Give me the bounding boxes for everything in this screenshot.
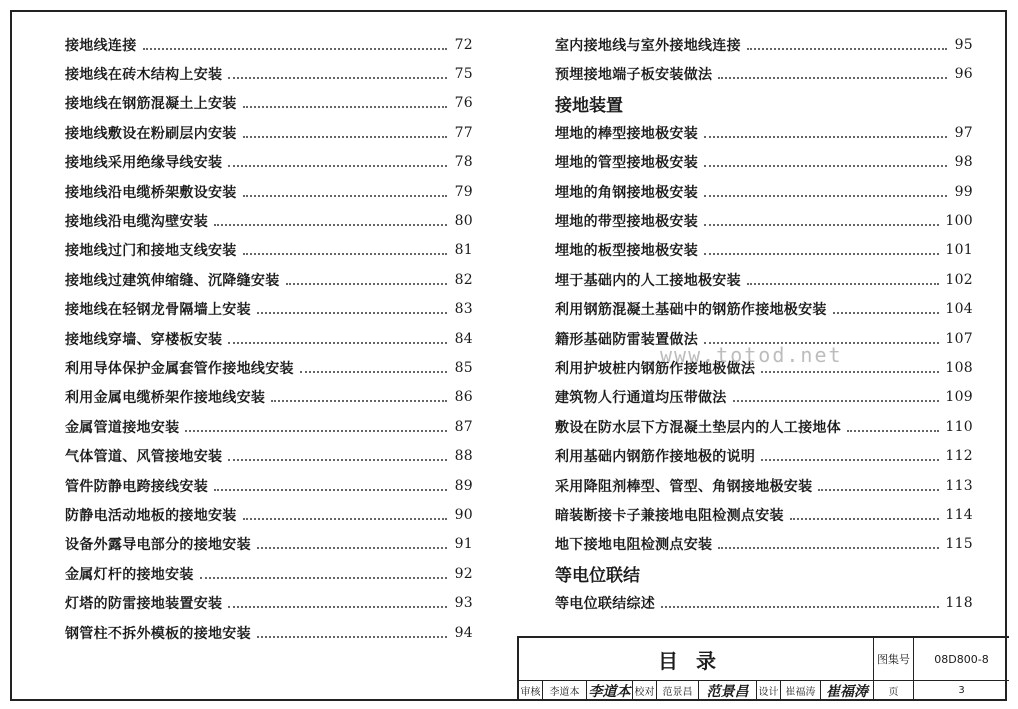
- toc-entry-title: 暗装断接卡子兼接地电阻检测点安装: [555, 507, 784, 524]
- toc-entry-page: 108: [945, 359, 973, 376]
- toc-entry-title: 管件防静电跨接线安装: [65, 478, 208, 495]
- toc-entry[interactable]: [65, 177, 473, 206]
- toc-entry-page: 88: [454, 448, 473, 465]
- toc-entry-title: 设备外露导电部分的接地安装: [65, 537, 251, 554]
- dot-leader: [818, 489, 939, 491]
- toc-entry-page: 95: [954, 36, 973, 53]
- toc-entry-page: 113: [945, 477, 973, 494]
- toc-entry[interactable]: [65, 89, 473, 118]
- toc-entry-title: 金属灯杆的接地安装: [65, 566, 194, 583]
- toc-entry-title: 埋地的板型接地极安装: [555, 243, 698, 260]
- check-label: 校对: [633, 680, 657, 701]
- title-block: [517, 636, 1009, 701]
- toc-entry-title: 接地线在砖木结构上安装: [65, 67, 223, 84]
- toc-entry-page: 72: [454, 36, 473, 53]
- dot-leader: [661, 606, 939, 608]
- toc-entry[interactable]: [65, 618, 473, 647]
- toc-entry[interactable]: [555, 500, 973, 529]
- toc-entry-page: 89: [454, 477, 473, 494]
- toc-entry-page: 86: [454, 389, 473, 406]
- toc-entry-page: 76: [454, 95, 473, 112]
- dot-leader: [257, 547, 447, 549]
- toc-entry-title: 接地线采用绝缘导线安装: [65, 155, 223, 172]
- toc-entry[interactable]: [65, 588, 473, 617]
- dot-leader: [243, 253, 447, 255]
- toc-entry-page: 94: [454, 624, 473, 641]
- dot-leader: [214, 489, 447, 491]
- page-number: 3: [958, 685, 965, 696]
- toc-left-column: [65, 30, 473, 647]
- toc-entry-page: 104: [945, 301, 973, 318]
- toc-entry-title: 利用导体保护金属套管作接地线安装: [65, 360, 294, 377]
- toc-entry[interactable]: [65, 471, 473, 500]
- dot-leader: [704, 136, 947, 138]
- toc-entry-page: 101: [945, 242, 973, 259]
- toc-entry-title: 埋地的棒型接地极安装: [555, 125, 698, 142]
- toc-entry[interactable]: [65, 265, 473, 294]
- toc-entry-page: 118: [945, 595, 973, 612]
- dot-leader: [185, 430, 447, 432]
- toc-entry-title: 气体管道、风管接地安装: [65, 449, 223, 466]
- dot-leader: [228, 459, 447, 461]
- watermark: www.totod.net: [660, 343, 843, 367]
- toc-entry-page: 83: [454, 301, 473, 318]
- toc-entry-title: 接地线沿电缆沟壁安装: [65, 214, 208, 231]
- toc-entry-page: 112: [945, 448, 973, 465]
- toc-entry-title: 接地线穿墙、穿楼板安装: [65, 331, 223, 348]
- dot-leader: [257, 312, 447, 314]
- design-label: 设计: [757, 680, 781, 701]
- toc-entry-title: 建筑物人行通道均压带做法: [555, 390, 727, 407]
- toc-entry-page: 109: [945, 389, 973, 406]
- toc-entry-page: 91: [454, 536, 473, 553]
- reviewer-name: 李道本: [543, 680, 587, 701]
- toc-entry-title: 地下接地电阻检测点安装: [555, 537, 713, 554]
- dot-leader: [143, 48, 448, 50]
- checker-signature: 范景昌: [699, 680, 757, 701]
- toc-entry-title: 籍形基础防雷装置做法: [555, 331, 698, 348]
- toc-entry-title: 防静电活动地板的接地安装: [65, 507, 237, 524]
- dot-leader: [704, 253, 939, 255]
- dot-leader: [300, 371, 447, 373]
- toc-entry-page: 93: [454, 595, 473, 612]
- toc-entry[interactable]: [555, 30, 973, 59]
- dot-leader: [271, 400, 447, 402]
- toc-entry[interactable]: [555, 295, 973, 324]
- dot-leader: [847, 430, 939, 432]
- toc-entry[interactable]: [555, 236, 973, 265]
- toc-entry[interactable]: [555, 177, 973, 206]
- dot-leader: [747, 283, 939, 285]
- toc-entry[interactable]: [65, 118, 473, 147]
- dot-leader: [833, 312, 940, 314]
- atlas-number: 08D800-8: [934, 652, 989, 666]
- toc-entry-title: 接地线过门和接地支线安装: [65, 243, 237, 260]
- toc-entry[interactable]: [555, 441, 973, 470]
- toc-entry-page: 87: [454, 418, 473, 435]
- toc-entry-page: 92: [454, 565, 473, 582]
- dot-leader: [243, 106, 447, 108]
- reviewer-signature: 李道本: [587, 680, 633, 701]
- toc-entry-page: 75: [454, 66, 473, 83]
- toc-entry[interactable]: [555, 148, 973, 177]
- toc-entry-title: 接地线敷设在粉刷层内安装: [65, 125, 237, 142]
- toc-entry-page: 78: [454, 154, 473, 171]
- toc-entry[interactable]: [65, 441, 473, 470]
- toc-entry-page: 98: [954, 154, 973, 171]
- toc-entry-title: 采用降阻剂棒型、管型、角钢接地极安装: [555, 478, 813, 495]
- dot-leader: [704, 165, 947, 167]
- toc-entry[interactable]: [555, 412, 973, 441]
- toc-entry-page: 90: [454, 506, 473, 523]
- dot-leader: [718, 77, 947, 79]
- toc-entry[interactable]: [65, 353, 473, 382]
- toc-entry[interactable]: [65, 59, 473, 88]
- dot-leader: [790, 518, 940, 520]
- dot-leader: [704, 195, 947, 197]
- toc-entry[interactable]: [65, 295, 473, 324]
- toc-entry[interactable]: [65, 559, 473, 588]
- toc-entry[interactable]: [65, 500, 473, 529]
- toc-entry[interactable]: [65, 324, 473, 353]
- checker-name: 范景昌: [657, 680, 699, 701]
- toc-section-heading: 等电位联结: [555, 566, 640, 587]
- toc-entry-title: 接地线在轻钢龙骨隔墙上安装: [65, 302, 251, 319]
- toc-entry-page: 107: [945, 330, 973, 347]
- toc-entry-title: 利用金属电缆桥架作接地线安装: [65, 390, 266, 407]
- dot-leader: [243, 195, 447, 197]
- toc-entry-page: 77: [454, 124, 473, 141]
- toc-entry[interactable]: [555, 588, 973, 617]
- dot-leader: [718, 547, 939, 549]
- toc-entry[interactable]: [65, 530, 473, 559]
- toc-entry-page: 84: [454, 330, 473, 347]
- toc-entry[interactable]: [555, 383, 973, 412]
- toc-entry[interactable]: [555, 206, 973, 235]
- toc-entry-page: 82: [454, 271, 473, 288]
- toc-entry-title: 利用钢筋混凝土基础中的钢筋作接地极安装: [555, 302, 827, 319]
- toc-entry-title: 等电位联结综述: [555, 596, 656, 613]
- toc-entry-title: 敷设在防水层下方混凝土垫层内的人工接地体: [555, 419, 841, 436]
- toc-entry-page: 85: [454, 359, 473, 376]
- toc-entry-title: 埋于基础内的人工接地极安装: [555, 272, 741, 289]
- dot-leader: [704, 224, 939, 226]
- toc-entry-page: 80: [454, 213, 473, 230]
- toc-entry-page: 81: [454, 242, 473, 259]
- toc-entry-title: 接地线连接: [65, 37, 137, 54]
- dot-leader: [243, 136, 447, 138]
- toc-entry[interactable]: [555, 118, 973, 147]
- title-block-signature-row: [519, 680, 1009, 701]
- designer-signature: 崔福涛: [821, 680, 874, 701]
- toc-entry-title: 钢管柱不拆外模板的接地安装: [65, 625, 251, 642]
- toc-entry-title: 接地线沿电缆桥架敷设安装: [65, 184, 237, 201]
- dot-leader: [228, 165, 447, 167]
- dot-leader: [733, 400, 940, 402]
- dot-leader: [200, 577, 447, 579]
- dot-leader: [286, 283, 448, 285]
- toc-entry-title: 预埋接地端子板安装做法: [555, 67, 713, 84]
- toc-entry-title: 埋地的带型接地极安装: [555, 214, 698, 231]
- toc-entry-title: 灯塔的防雷接地装置安装: [65, 596, 223, 613]
- dot-leader: [257, 636, 447, 638]
- dot-leader: [214, 224, 447, 226]
- toc-entry-title: 接地线过建筑伸缩缝、沉降缝安装: [65, 272, 280, 289]
- toc-entry[interactable]: [65, 148, 473, 177]
- toc-entry-title: 金属管道接地安装: [65, 419, 180, 436]
- toc-entry-page: 99: [954, 183, 973, 200]
- toc-entry[interactable]: [65, 383, 473, 412]
- atlas-number-label: 图集号: [874, 638, 914, 680]
- toc-right-column: [555, 30, 973, 618]
- toc-entry-page: 97: [954, 124, 973, 141]
- toc-entry[interactable]: [65, 30, 473, 59]
- toc-entry-title: 埋地的角钢接地极安装: [555, 184, 698, 201]
- toc-entry[interactable]: [65, 236, 473, 265]
- toc-section-heading: 接地装置: [555, 95, 623, 116]
- toc-entry-page: 115: [945, 536, 973, 553]
- toc-entry[interactable]: [555, 59, 973, 88]
- toc-entry-page: 102: [945, 271, 973, 288]
- page-label: 页: [874, 680, 914, 701]
- dot-leader: [228, 77, 447, 79]
- designer-name: 崔福涛: [781, 680, 821, 701]
- toc-entry-title: 利用基础内钢筋作接地极的说明: [555, 449, 756, 466]
- toc-entry[interactable]: [555, 471, 973, 500]
- toc-entry-title: 室内接地线与室外接地线连接: [555, 37, 741, 54]
- dot-leader: [228, 606, 447, 608]
- review-label: 审核: [519, 680, 543, 701]
- dot-leader: [761, 371, 939, 373]
- toc-entry-title: 接地线在钢筋混凝土上安装: [65, 96, 237, 113]
- toc-entry-page: 96: [954, 66, 973, 83]
- dot-leader: [747, 48, 947, 50]
- toc-entry-page: 114: [945, 506, 973, 523]
- toc-entry-page: 79: [454, 183, 473, 200]
- toc-entry[interactable]: [555, 265, 973, 294]
- title-block-top-row: [519, 638, 1009, 681]
- toc-entry[interactable]: [65, 412, 473, 441]
- document-title: 目录: [519, 638, 874, 680]
- toc-entry[interactable]: [65, 206, 473, 235]
- toc-entry-title: 利用护坡桩内钢筋作接地极做法: [555, 360, 756, 377]
- toc-entry-title: 埋地的管型接地极安装: [555, 155, 698, 172]
- dot-leader: [243, 518, 447, 520]
- toc-entry-page: 100: [945, 213, 973, 230]
- toc-entry[interactable]: [555, 530, 973, 559]
- dot-leader: [761, 459, 939, 461]
- toc-entry-page: 110: [945, 418, 973, 435]
- dot-leader: [228, 342, 447, 344]
